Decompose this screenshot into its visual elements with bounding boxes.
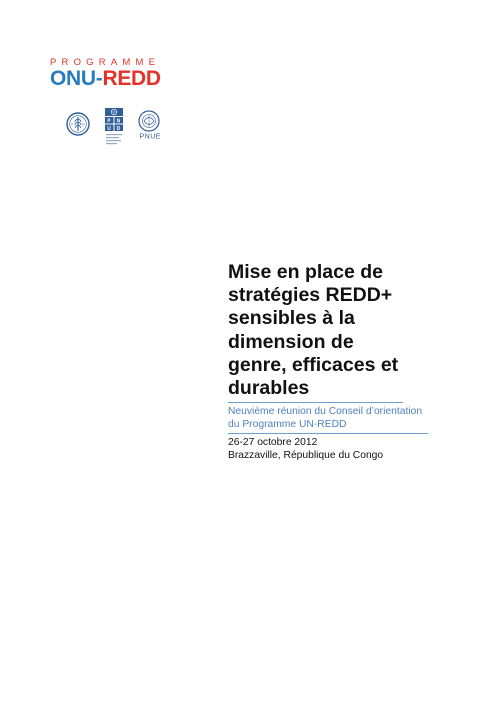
document-date: 26-27 octobre 2012 (228, 437, 318, 449)
fao-emblem-icon (66, 112, 90, 141)
document-meta (228, 436, 428, 462)
unep-emblem-icon (136, 110, 162, 145)
svg-text:F: F (71, 122, 74, 127)
document-subtitle: Neuvième réunion du Conseil d’orientation du Programme UN-REDD (228, 405, 428, 434)
svg-text:O: O (82, 122, 85, 127)
title-block (228, 261, 428, 462)
un-redd-logo (50, 58, 190, 90)
svg-text:P: P (107, 118, 111, 125)
logo-redd: REDD (102, 67, 161, 90)
svg-text:PNUE: PNUE (139, 133, 161, 140)
logo-programme-text: PROGRAMME (50, 57, 161, 68)
document-title: Mise en place de stratégies REDD+ sensibles à la dimension de genre, efficaces et durables (228, 261, 403, 403)
agency-logos (66, 108, 176, 156)
logo-onu: ONU (50, 67, 96, 90)
svg-text:U: U (107, 125, 111, 132)
logo-dash: - (95, 67, 103, 90)
svg-text:N: N (116, 118, 121, 125)
logo-onu-redd-text (50, 68, 190, 90)
pnud-emblem-icon (105, 108, 123, 161)
document-location: Brazzaville, République du Congo (228, 450, 384, 462)
svg-text:D: D (116, 125, 121, 132)
